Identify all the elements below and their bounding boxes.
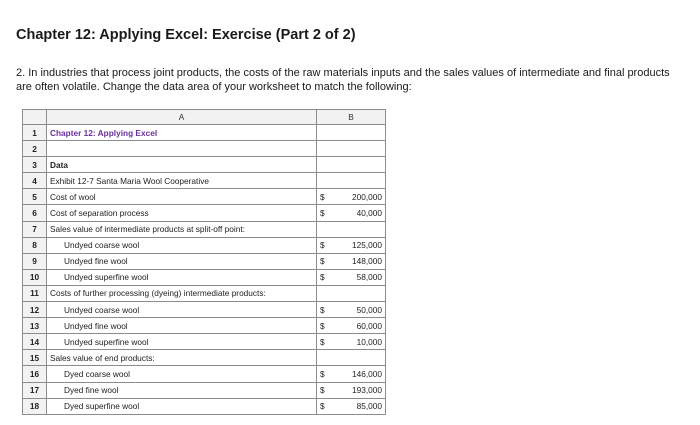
cell-a18[interactable]	[47, 398, 317, 414]
cell-label: Undyed coarse wool	[64, 240, 140, 251]
sheet-row	[23, 237, 386, 253]
row-number[interactable]: 17	[23, 382, 47, 398]
sheet-row	[23, 366, 386, 382]
sheet-row	[23, 269, 386, 285]
cell-label: Dyed superfine wool	[64, 401, 140, 412]
cell-label: Dyed coarse wool	[64, 368, 130, 379]
sheet-row	[23, 205, 386, 221]
sheet-row	[23, 173, 386, 189]
page-title: Chapter 12: Applying Excel: Exercise (Part 2 of 2)	[16, 27, 356, 43]
sheet-row	[23, 382, 386, 398]
currency-symbol: $	[320, 401, 325, 412]
row-number[interactable]: 5	[23, 189, 47, 205]
cell-b5[interactable]	[317, 189, 386, 205]
cell-value: 148,000	[352, 256, 382, 267]
cell-b17[interactable]	[317, 382, 386, 398]
sheet-title: Chapter 12: Applying Excel	[50, 127, 158, 138]
question-text: 2. In industries that process joint products, the costs of the raw materials inputs and the sales values of intermediate and final products are often volatile. Change the data area of your worksheet to match the following:	[16, 67, 670, 93]
row-number[interactable]: 13	[23, 318, 47, 334]
cell-label: Undyed fine wool	[64, 320, 128, 331]
row-number[interactable]: 6	[23, 205, 47, 221]
row-number[interactable]: 4	[23, 173, 47, 189]
data-label: Data	[50, 159, 68, 170]
cell-b8[interactable]	[317, 237, 386, 253]
cell-a9[interactable]	[47, 253, 317, 269]
currency-symbol: $	[320, 368, 325, 379]
currency-symbol: $	[320, 256, 325, 267]
currency-symbol: $	[320, 208, 325, 219]
cell-b16[interactable]	[317, 366, 386, 382]
cell-value: 85,000	[356, 401, 382, 412]
cell-value: 125,000	[352, 240, 382, 251]
row-number[interactable]: 9	[23, 253, 47, 269]
cell-b15[interactable]	[317, 350, 386, 366]
sheet-row	[23, 253, 386, 269]
cell-a1[interactable]	[47, 125, 317, 141]
currency-symbol: $	[320, 191, 325, 202]
cell-b3[interactable]	[317, 157, 386, 173]
sheet-row	[23, 285, 386, 301]
currency-symbol: $	[320, 272, 325, 283]
row-number[interactable]: 11	[23, 285, 47, 301]
cell-a6[interactable]: Cost of separation process	[47, 205, 317, 221]
cell-label: Undyed superfine wool	[64, 336, 149, 347]
cell-value: 50,000	[356, 304, 382, 315]
row-number[interactable]: 12	[23, 302, 47, 318]
cell-b1[interactable]	[317, 125, 386, 141]
row-number[interactable]: 3	[23, 157, 47, 173]
sheet-row	[23, 398, 386, 414]
cell-value: 40,000	[356, 208, 382, 219]
cell-b14[interactable]	[317, 334, 386, 350]
cell-b9[interactable]	[317, 253, 386, 269]
row-number[interactable]: 15	[23, 350, 47, 366]
cell-value: 200,000	[352, 191, 382, 202]
cell-value: 60,000	[356, 320, 382, 331]
cell-a15[interactable]: Sales value of end products:	[47, 350, 317, 366]
cell-a4[interactable]: Exhibit 12-7 Santa Maria Wool Cooperative	[47, 173, 317, 189]
row-number[interactable]: 10	[23, 269, 47, 285]
row-number[interactable]: 18	[23, 398, 47, 414]
sheet-row	[23, 350, 386, 366]
cell-a10[interactable]	[47, 269, 317, 285]
row-number[interactable]: 8	[23, 237, 47, 253]
currency-symbol: $	[320, 385, 325, 396]
row-number[interactable]: 14	[23, 334, 47, 350]
cell-b12[interactable]	[317, 302, 386, 318]
cell-label: Undyed coarse wool	[64, 304, 140, 315]
cell-b13[interactable]	[317, 318, 386, 334]
cell-b4[interactable]	[317, 173, 386, 189]
cell-a11[interactable]: Costs of further processing (dyeing) intermediate products:	[47, 285, 317, 301]
column-header-row	[23, 110, 386, 125]
cell-a7[interactable]: Sales value of intermediate products at split-off point:	[47, 221, 317, 237]
cell-b6[interactable]	[317, 205, 386, 221]
cell-a14[interactable]	[47, 334, 317, 350]
sheet-row	[23, 125, 386, 141]
cell-a17[interactable]	[47, 382, 317, 398]
row-number[interactable]: 7	[23, 221, 47, 237]
currency-symbol: $	[320, 336, 325, 347]
cell-b2[interactable]	[317, 141, 386, 157]
cell-a16[interactable]	[47, 366, 317, 382]
sheet-row	[23, 318, 386, 334]
cell-value: 10,000	[356, 336, 382, 347]
currency-symbol: $	[320, 240, 325, 251]
column-header-a[interactable]: A	[47, 110, 317, 125]
cell-label: Undyed fine wool	[64, 256, 128, 267]
sheet-row	[23, 302, 386, 318]
sheet-row	[23, 189, 386, 205]
cell-a5[interactable]: Cost of wool	[47, 189, 317, 205]
cell-a12[interactable]	[47, 302, 317, 318]
cell-label: Dyed fine wool	[64, 385, 119, 396]
cell-b7[interactable]	[317, 221, 386, 237]
cell-b11[interactable]	[317, 285, 386, 301]
row-number[interactable]: 2	[23, 141, 47, 157]
cell-b10[interactable]	[317, 269, 386, 285]
cell-value: 146,000	[352, 368, 382, 379]
cell-a8[interactable]	[47, 237, 317, 253]
cell-a3[interactable]	[47, 157, 317, 173]
sheet-row	[23, 157, 386, 173]
sheet-row	[23, 221, 386, 237]
cell-b18[interactable]	[317, 398, 386, 414]
column-header-b[interactable]: B	[317, 110, 386, 125]
row-number[interactable]: 1	[23, 125, 47, 141]
sheet-row	[23, 334, 386, 350]
currency-symbol: $	[320, 320, 325, 331]
spreadsheet	[22, 109, 386, 415]
row-number[interactable]: 16	[23, 366, 47, 382]
cell-value: 58,000	[356, 272, 382, 283]
cell-a13[interactable]	[47, 318, 317, 334]
cell-label: Undyed superfine wool	[64, 272, 149, 283]
currency-symbol: $	[320, 304, 325, 315]
cell-a2[interactable]	[47, 141, 317, 157]
sheet-row	[23, 141, 386, 157]
select-all-corner[interactable]	[23, 110, 47, 125]
cell-value: 193,000	[352, 385, 382, 396]
